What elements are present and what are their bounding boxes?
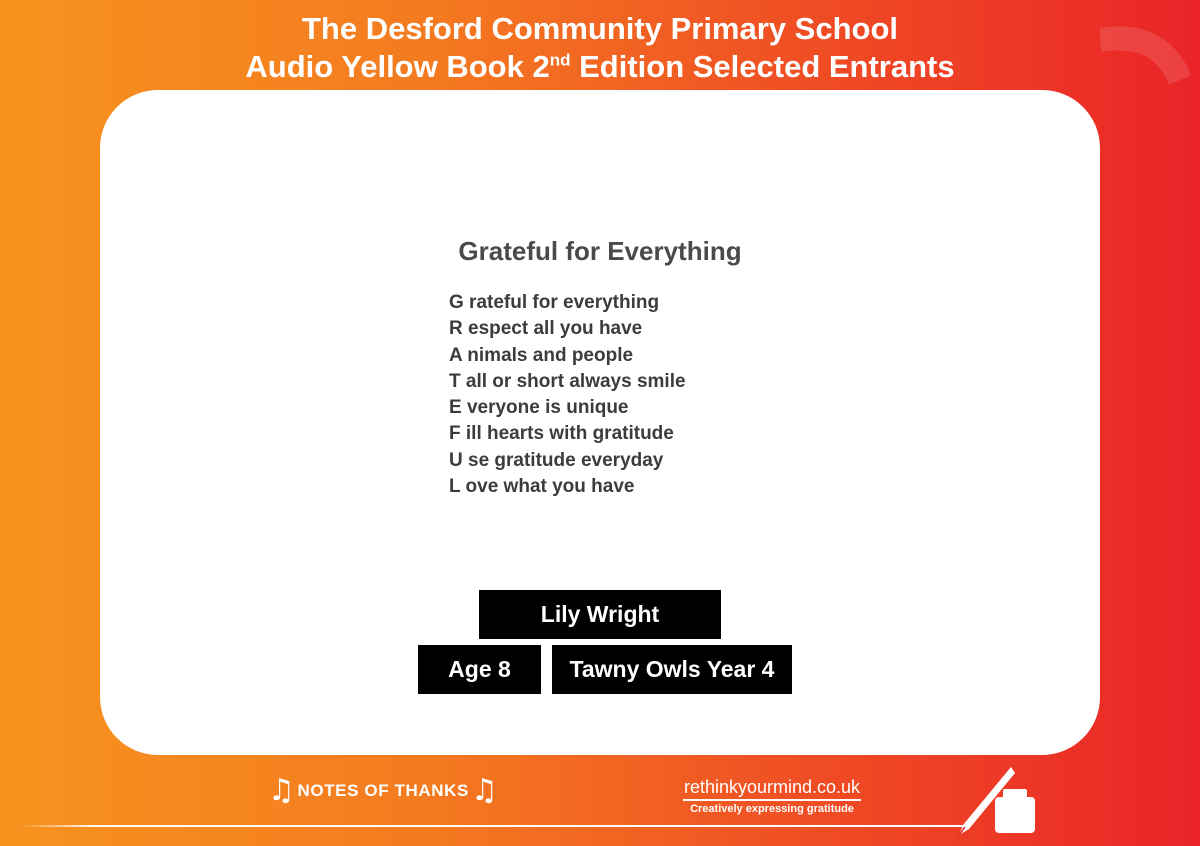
header-title: The Desford Community Primary School: [302, 11, 898, 46]
entrant-class-tag: Tawny Owls Year 4: [552, 645, 792, 694]
poem-lines: [449, 290, 686, 500]
site-url: rethinkyourmind.co.uk: [683, 777, 861, 797]
page-header: [0, 10, 1200, 86]
poem-line: E veryone is unique: [449, 397, 629, 419]
header-subtitle-rest: Edition Selected Entrants: [570, 49, 955, 84]
header-subtitle: [0, 48, 1200, 86]
music-note-icon: ♫: [268, 773, 296, 808]
poem-line: T all or short always smile: [449, 370, 686, 392]
logo-divider: [683, 799, 861, 801]
rethink-logo: [683, 776, 861, 815]
poem-line: U se gratitude everyday: [449, 449, 664, 471]
notes-label: NOTES OF THANKS: [297, 781, 469, 800]
quill-inkpot-icon: [955, 765, 1040, 837]
site-tagline: Creatively expressing gratitude: [690, 802, 854, 815]
entrant-age-tag: Age 8: [418, 645, 541, 694]
poem-line: L ove what you have: [449, 476, 635, 498]
poem-title: Grateful for Everything: [458, 236, 742, 266]
poem-line: R espect all you have: [449, 318, 643, 340]
poem-card: [100, 90, 1100, 755]
poem-line: A nimals and people: [449, 344, 634, 366]
header-subtitle-sup: nd: [549, 50, 571, 70]
footer-divider: [20, 825, 970, 827]
header-subtitle-main: Audio Yellow Book 2: [245, 49, 550, 84]
poem-line: G rateful for everything: [449, 292, 660, 313]
notes-of-thanks-logo: [268, 773, 498, 809]
entrant-name-tag: Lily Wright: [479, 590, 721, 639]
poem-line: F ill hearts with gratitude: [449, 423, 674, 445]
music-note-icon: ♫: [470, 773, 499, 808]
